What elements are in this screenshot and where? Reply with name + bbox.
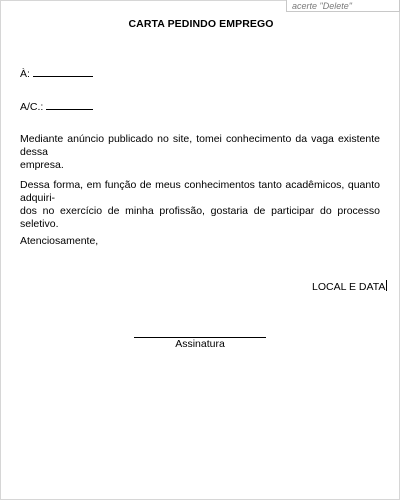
attention-label: A/C.: xyxy=(20,101,44,113)
recipient-label: À: xyxy=(20,68,30,80)
recipient-blank xyxy=(33,66,93,77)
paragraph-body-line-2: dos no exercício de minha profissão, gostaria de participar do processo seletivo. xyxy=(20,205,380,230)
paragraph-body-line-1: Dessa forma, em função de meus conhecimentos tanto acadêmicos, quanto adquiri- xyxy=(20,179,380,204)
paragraph-intro-line-2: empresa. xyxy=(20,159,64,171)
attention-line xyxy=(20,99,93,114)
top-hint-box: acerte "Delete" xyxy=(286,0,400,12)
recipient-line xyxy=(20,66,93,81)
place-and-date[interactable] xyxy=(312,280,387,294)
signature-label: Assinatura xyxy=(175,338,225,350)
place-and-date-text: LOCAL E DATA xyxy=(312,281,386,293)
paragraph-intro-line-1: Mediante anúncio publicado no site, tomei conhecimento da vaga existente dessa xyxy=(20,133,380,158)
attention-blank xyxy=(46,99,93,110)
paragraph-intro xyxy=(20,133,380,172)
document-title: CARTA PEDINDO EMPREGO xyxy=(128,18,274,30)
closing-text: Atenciosamente, xyxy=(20,235,99,247)
text-cursor xyxy=(386,280,387,291)
paragraph-body xyxy=(20,179,380,231)
